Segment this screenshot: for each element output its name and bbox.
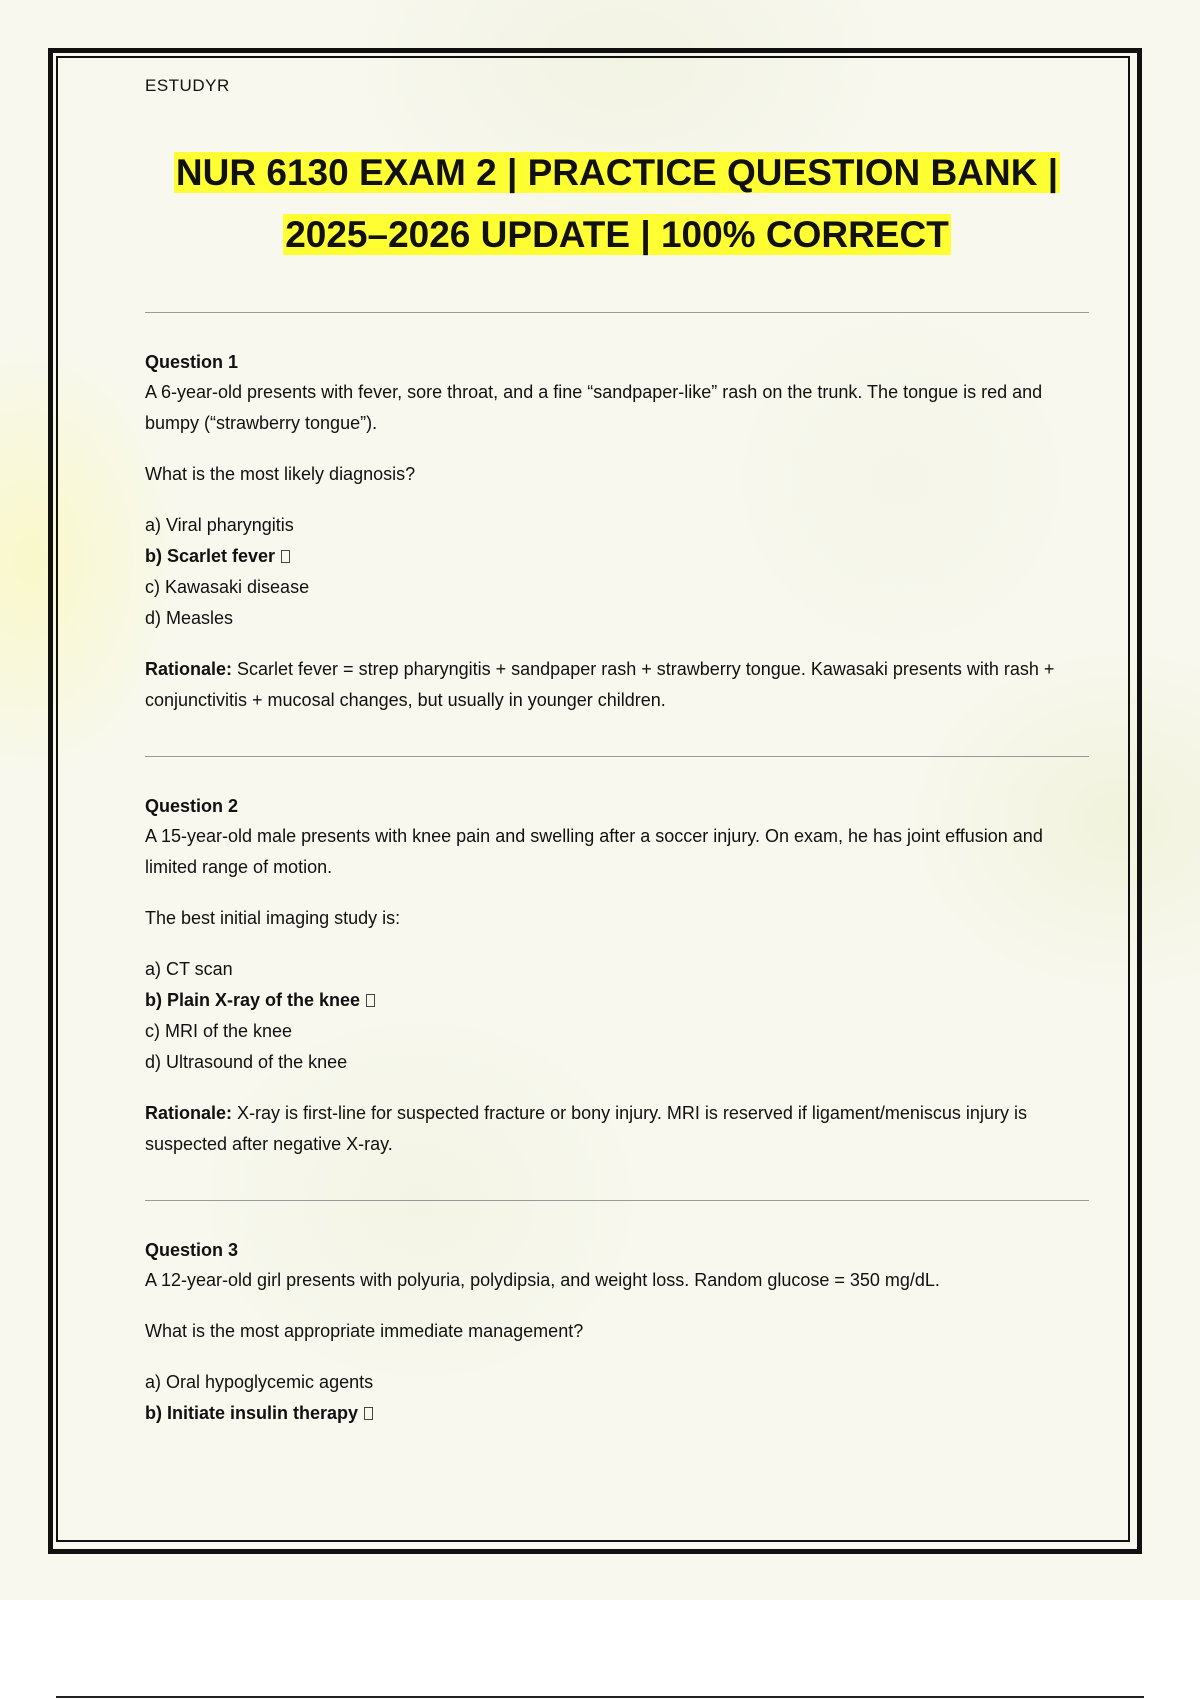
answer-options <box>145 954 1089 1078</box>
rationale <box>145 654 1089 716</box>
answer-option-correct: b) Scarlet fever <box>145 541 1089 572</box>
rationale-label: Rationale: <box>145 659 233 679</box>
document-content <box>145 74 1089 1469</box>
checkbox-glyph-icon <box>281 550 290 563</box>
brand-name: ESTUDYR <box>145 76 230 95</box>
answer-option-correct: b) Plain X-ray of the knee <box>145 985 1089 1016</box>
question-text: A 12-year-old girl presents with polyuria, polydipsia, and weight loss. Random glucose = 350 mg/dL. <box>145 1270 940 1290</box>
question-prompt: What is the most likely diagnosis? <box>145 464 416 484</box>
question-heading: Question 1 <box>145 352 239 372</box>
answer-option: c) Kawasaki disease <box>145 577 310 597</box>
question-prompt: The best initial imaging study is: <box>145 908 401 928</box>
rationale-text: Scarlet fever = strep pharyngitis + sandpaper rash + strawberry tongue. Kawasaki presents with rash + conjunctivitis + mucosal changes, but usually in younger children. <box>145 659 1055 710</box>
title-line-2: 2025–2026 UPDATE | 100% CORRECT <box>285 214 949 255</box>
question-2 <box>145 757 1089 1200</box>
answer-option: d) Ultrasound of the knee <box>145 1052 348 1072</box>
rationale-label: Rationale: <box>145 1103 233 1123</box>
answer-options <box>145 510 1089 634</box>
answer-option: a) Viral pharyngitis <box>145 515 294 535</box>
answer-option: a) CT scan <box>145 959 233 979</box>
answer-option: a) Oral hypoglycemic agents <box>145 1372 374 1392</box>
answer-option: d) Measles <box>145 608 234 628</box>
checkbox-glyph-icon <box>364 1407 373 1420</box>
question-heading: Question 3 <box>145 1240 239 1260</box>
question-heading: Question 2 <box>145 796 239 816</box>
rationale-text: X-ray is first-line for suspected fracture or bony injury. MRI is reserved if ligament/meniscus injury is suspected after negative X-ray. <box>145 1103 1027 1154</box>
question-text: A 15-year-old male presents with knee pain and swelling after a soccer injury. On exam, he has joint effusion and limited range of motion. <box>145 826 1043 877</box>
answer-options <box>145 1367 1089 1429</box>
rationale <box>145 1098 1089 1160</box>
title-line-1: NUR 6130 EXAM 2 | PRACTICE QUESTION BANK | <box>175 152 1059 193</box>
answer-option: c) MRI of the knee <box>145 1021 293 1041</box>
question-text: A 6-year-old presents with fever, sore throat, and a fine “sandpaper-like” rash on the trunk. The tongue is red and bumpy (“strawberry tongue”). <box>145 382 1043 433</box>
document-title <box>145 142 1089 266</box>
answer-option-correct: b) Initiate insulin therapy <box>145 1398 1089 1429</box>
question-prompt: What is the most appropriate immediate management? <box>145 1321 584 1341</box>
page-footer-rule <box>56 1696 1144 1698</box>
checkbox-glyph-icon <box>366 994 375 1007</box>
question-1 <box>145 313 1089 756</box>
question-3 <box>145 1201 1089 1469</box>
